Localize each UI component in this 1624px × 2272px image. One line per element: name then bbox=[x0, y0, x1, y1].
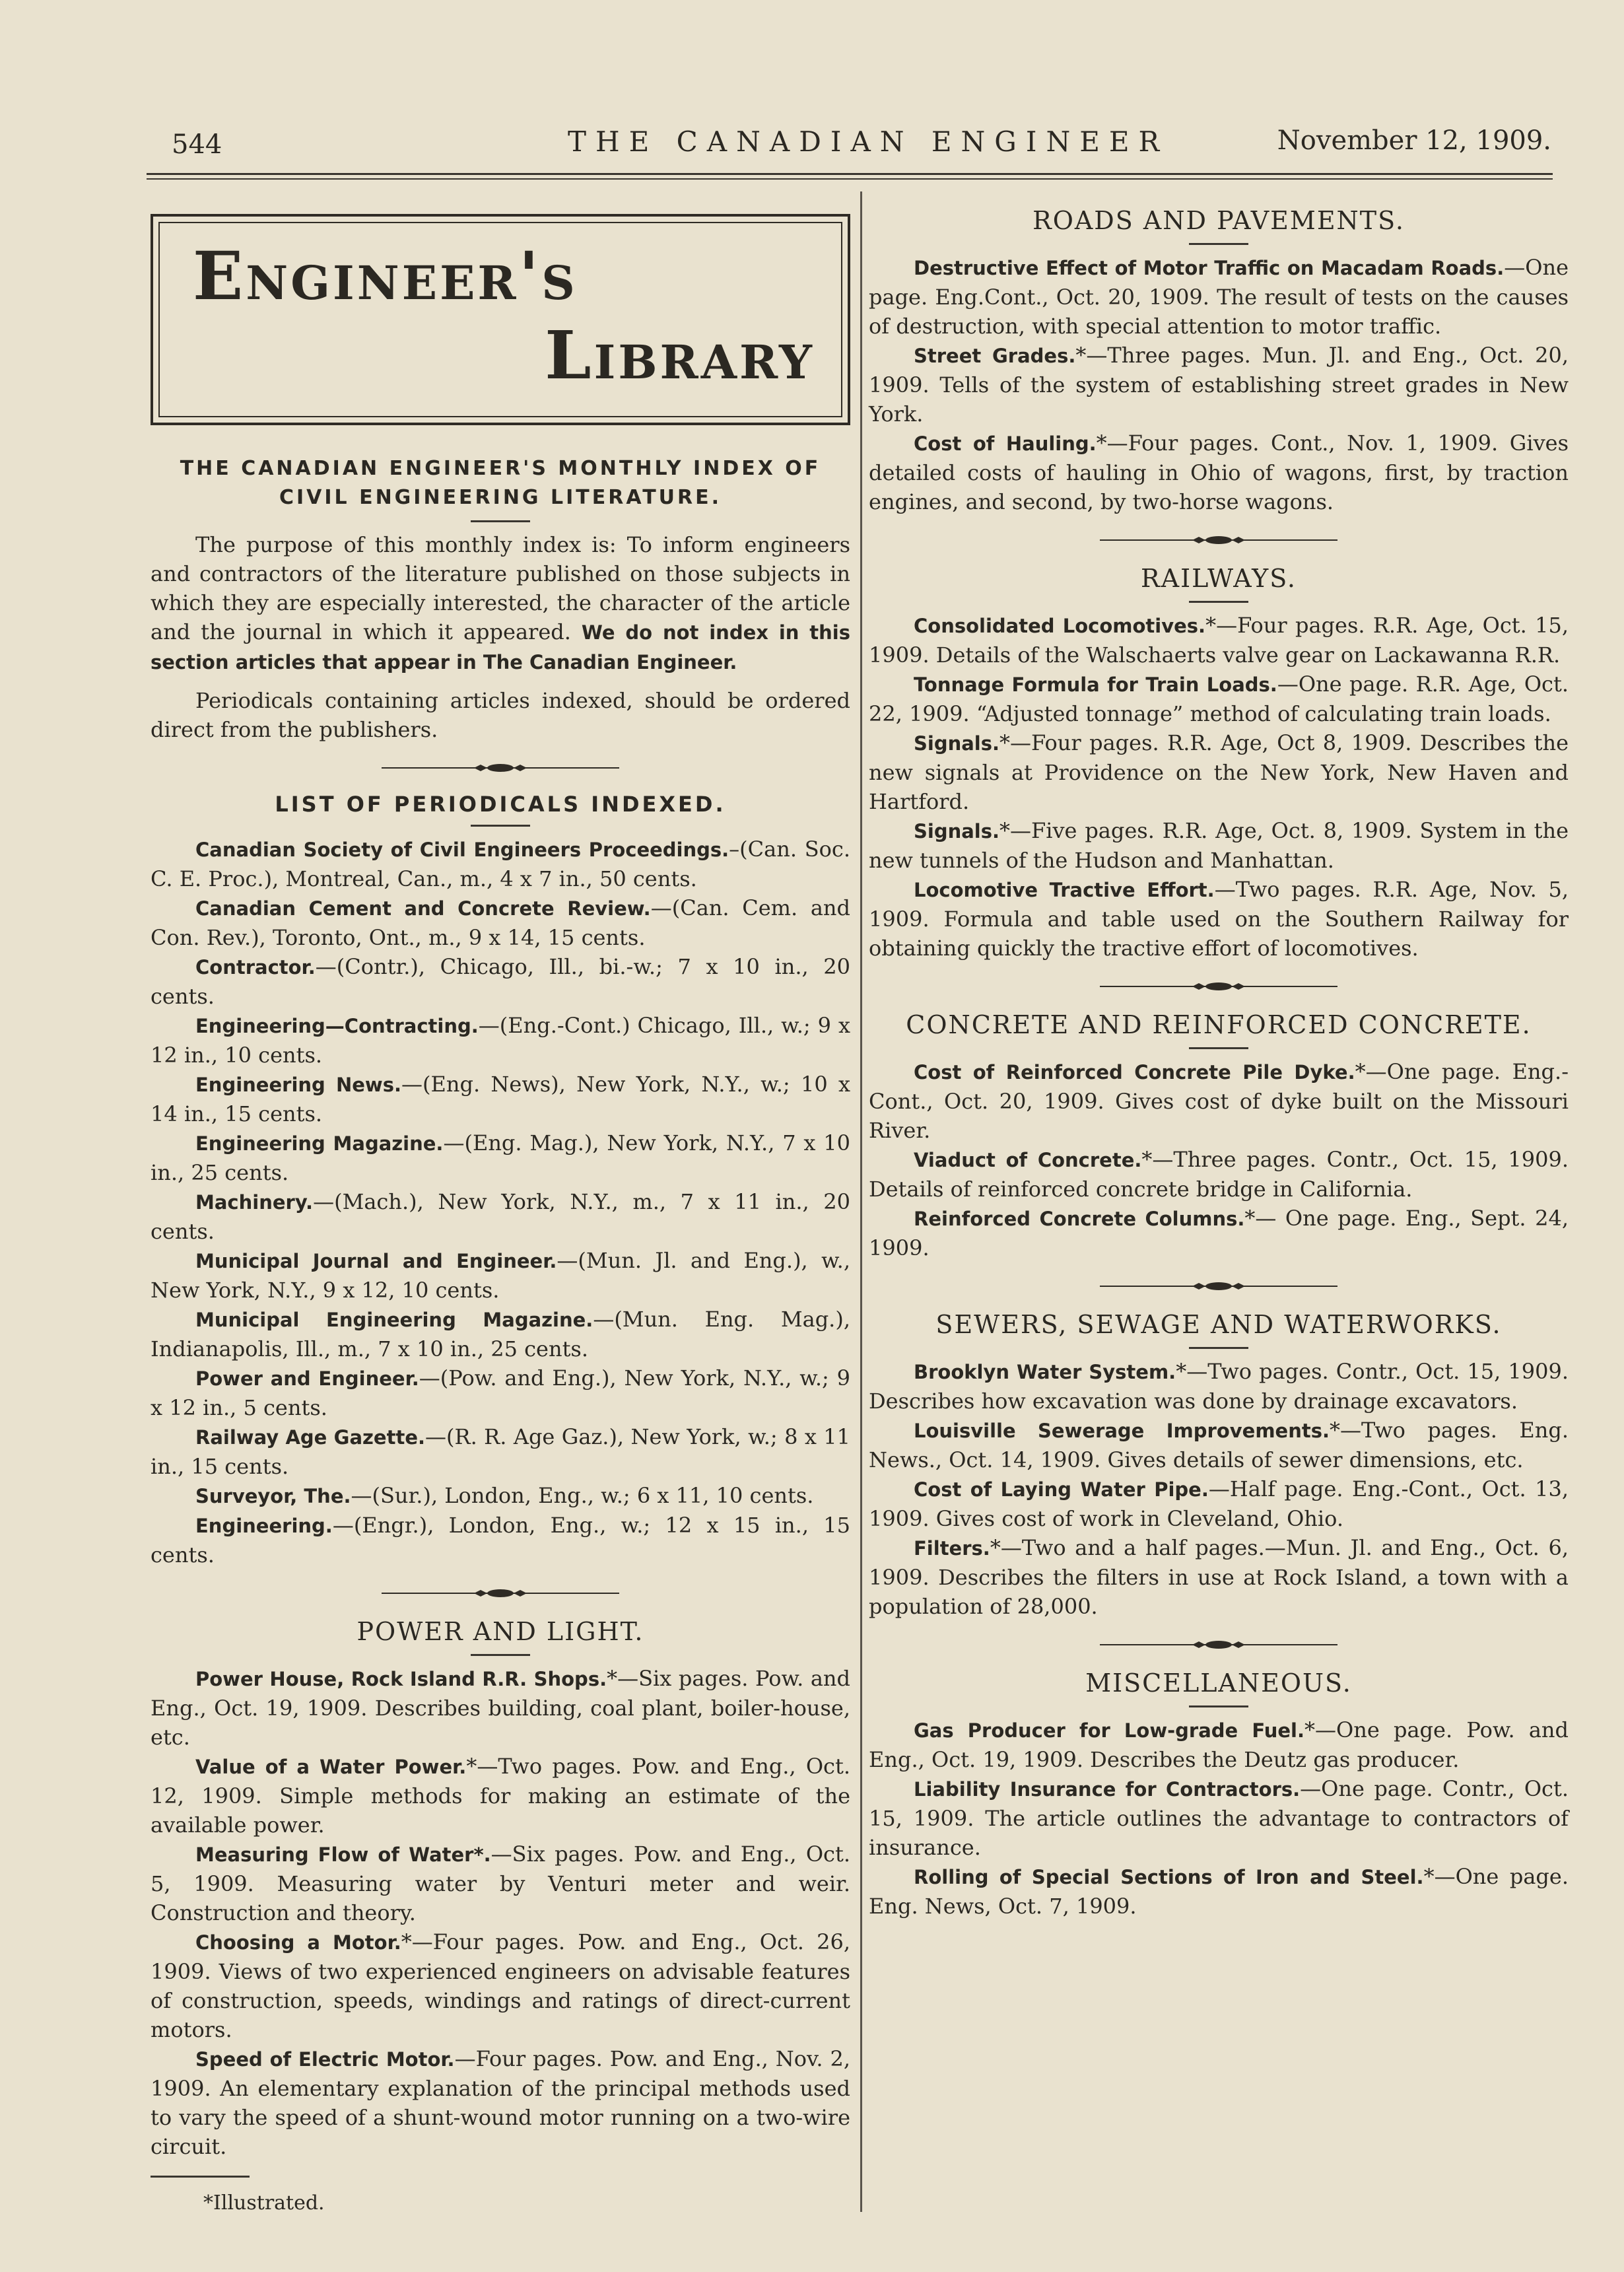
entry-title: Tonnage Formula for Train Loads. bbox=[914, 673, 1277, 696]
index-entry bbox=[151, 1187, 850, 1246]
entry-title: Locomotive Tractive Effort. bbox=[914, 879, 1215, 901]
library-title-line2: Library bbox=[545, 316, 815, 394]
section-heading-power: POWER AND LIGHT. bbox=[356, 1617, 644, 1646]
page-number: 544 bbox=[172, 129, 222, 160]
index-entry bbox=[869, 728, 1569, 816]
entry-details: —(Engr.), London, Eng., w.; 12 x 15 in., 15 cents. bbox=[151, 1513, 850, 1567]
entry-details: —Four pages. Pow. and Eng., Nov. 2, 1909. An elementary explanation of the principal methods used to vary the speed of a shunt-wound motor running on a two-wire circuit. bbox=[151, 2046, 850, 2159]
index-title-line1: THE CANADIAN ENGINEER'S MONTHLY INDEX OF bbox=[180, 457, 821, 480]
entry-details: —(Can. Cem. and Con. Rev.), Toronto, Ont., m., 9 x 14, 15 cents. bbox=[151, 895, 851, 950]
entry-title: Reinforced Concrete Columns. bbox=[914, 1208, 1245, 1230]
entry-title: Signals. bbox=[914, 820, 1000, 843]
entry-details: —(Sur.), London, Eng., w.; 6 x 11, 10 cents. bbox=[351, 1483, 814, 1508]
ornament-divider bbox=[1100, 1641, 1337, 1649]
entry-details: *—Two pages. Eng. News., Oct. 14, 1909. Gives details of sewer dimensions, etc. bbox=[869, 1418, 1569, 1472]
entry-details: —One page. Contr., Oct. 15, 1909. The article outlines the advantage to contractors of insurance. bbox=[869, 1776, 1569, 1860]
sewers-entries bbox=[869, 1357, 1569, 1621]
entry-details: *—Two pages. Pow. and Eng., Oct. 12, 1909. Simple methods for making an estimate of the available power. bbox=[151, 1754, 851, 1838]
entry-details: —(Eng. News), New York, N.Y., w.; 10 x 14 in., 15 cents. bbox=[151, 1072, 851, 1126]
entry-details: —(Eng. Mag.), New York, N.Y., 7 x 10 in., 25 cents. bbox=[151, 1130, 851, 1185]
entry-title: Rolling of Special Sections of Iron and Steel. bbox=[914, 1866, 1424, 1888]
section-heading-concrete: CONCRETE AND REINFORCED CONCRETE. bbox=[906, 1010, 1532, 1039]
entry-details: —Half page. Eng.-Cont., Oct. 13, 1909. Gives cost of work in Cleveland, Ohio. bbox=[869, 1476, 1569, 1531]
index-entry bbox=[869, 1057, 1569, 1145]
entry-details: —(R. R. Age Gaz.), New York, w.; 8 x 11 in., 15 cents. bbox=[151, 1424, 851, 1479]
power-entries bbox=[151, 1664, 850, 2161]
concrete-entries bbox=[869, 1057, 1569, 1262]
entry-details: *—Four pages. R.R. Age, Oct 8, 1909. Describes the new signals at Providence on the New York, New Haven and Hartford. bbox=[869, 730, 1569, 814]
entry-details: *—One page. Pow. and Eng., Oct. 19, 1909. Describes the Deutz gas producer. bbox=[869, 1717, 1569, 1772]
section-heading-railways: RAILWAYS. bbox=[1141, 564, 1297, 593]
index-entry bbox=[151, 1070, 850, 1128]
index-entry bbox=[869, 875, 1569, 963]
entry-title: Street Grades. bbox=[914, 345, 1076, 367]
misc-entries bbox=[869, 1715, 1569, 1921]
entry-title: Cost of Hauling. bbox=[914, 432, 1097, 455]
index-entry bbox=[151, 835, 850, 893]
entry-title: Engineering Magazine. bbox=[195, 1132, 444, 1155]
index-entry bbox=[151, 1481, 850, 1511]
entry-title: Engineering—Contracting. bbox=[195, 1015, 479, 1037]
index-entry bbox=[151, 893, 850, 952]
index-entry bbox=[151, 1305, 850, 1363]
index-entry bbox=[869, 611, 1569, 670]
section-heading-sewers: SEWERS, SEWAGE AND WATERWORKS. bbox=[935, 1310, 1502, 1339]
index-entry bbox=[151, 1927, 850, 2044]
entry-title: Power House, Rock Island R.R. Shops. bbox=[195, 1668, 607, 1690]
index-entry bbox=[151, 1511, 850, 1569]
periodicals-heading: LIST OF PERIODICALS INDEXED. bbox=[275, 792, 726, 817]
library-title-line1: Engineer's bbox=[193, 237, 578, 315]
entry-title: Engineering News. bbox=[195, 1074, 401, 1096]
index-entry bbox=[869, 1533, 1569, 1621]
intro-paragraph bbox=[151, 530, 850, 677]
entry-details: —(Mach.), New York, N.Y., m., 7 x 11 in., 20 cents. bbox=[151, 1189, 850, 1244]
index-title-line2: CIVIL ENGINEERING LITERATURE. bbox=[279, 486, 722, 509]
column-divider bbox=[860, 191, 862, 2212]
index-entry bbox=[151, 952, 850, 1011]
index-entry bbox=[869, 429, 1569, 516]
section-heading-misc: MISCELLANEOUS. bbox=[1085, 1669, 1352, 1698]
short-rule bbox=[471, 1654, 530, 1656]
entry-title: Surveyor, The. bbox=[195, 1485, 351, 1507]
entry-details: *—One page. Eng. News, Oct. 7, 1909. bbox=[869, 1864, 1569, 1919]
entry-title: Choosing a Motor. bbox=[195, 1931, 401, 1954]
index-entry bbox=[869, 1145, 1569, 1204]
index-entry bbox=[869, 816, 1569, 875]
entry-title: Municipal Journal and Engineer. bbox=[195, 1250, 557, 1272]
entry-title: Canadian Cement and Concrete Review. bbox=[195, 897, 651, 920]
entry-title: Cost of Laying Water Pipe. bbox=[914, 1478, 1209, 1501]
entry-title: Louisville Sewerage Improvements. bbox=[914, 1420, 1330, 1442]
entry-title: Liability Insurance for Contractors. bbox=[914, 1778, 1301, 1801]
entry-title: Gas Producer for Low-grade Fuel. bbox=[914, 1719, 1304, 1742]
index-entry bbox=[151, 1011, 850, 1070]
entry-title: Measuring Flow of Water*. bbox=[195, 1843, 491, 1866]
index-entry bbox=[869, 1416, 1569, 1474]
entry-title: Railway Age Gazette. bbox=[195, 1426, 426, 1449]
entry-details: *—One page. Eng.-Cont., Oct. 20, 1909. Gives cost of dyke built on the Missouri River. bbox=[869, 1059, 1569, 1143]
entry-details: *—Two pages. Contr., Oct. 15, 1909. Describes how excavation was done by drainage excavators. bbox=[869, 1359, 1569, 1414]
right-column bbox=[869, 198, 1569, 1921]
index-entry bbox=[151, 2044, 850, 2161]
entry-title: Consolidated Locomotives. bbox=[914, 615, 1206, 637]
journal-title: THE CANADIAN ENGINEER bbox=[568, 125, 1169, 158]
entry-details: –(Can. Soc. C. E. Proc.), Montreal, Can., m., 4 x 7 in., 50 cents. bbox=[151, 837, 850, 891]
roads-entries bbox=[869, 253, 1569, 516]
short-rule bbox=[1189, 1047, 1248, 1049]
entry-title: Filters. bbox=[914, 1537, 990, 1560]
entry-title: Canadian Society of Civil Engineers Proceedings. bbox=[195, 839, 729, 861]
short-rule bbox=[1189, 601, 1248, 603]
index-entry bbox=[151, 1246, 850, 1305]
footnote: *Illustrated. bbox=[151, 2191, 850, 2215]
index-entry bbox=[869, 1715, 1569, 1774]
index-entry bbox=[151, 1363, 850, 1422]
entry-title: Speed of Electric Motor. bbox=[195, 2048, 455, 2071]
ornament-divider bbox=[1100, 1282, 1337, 1290]
entry-title: Municipal Engineering Magazine. bbox=[195, 1309, 593, 1331]
entry-details: —Two pages. R.R. Age, Nov. 5, 1909. Formula and table used on the Southern Railway for obtaining quickly the tractive effort of locomotives. bbox=[869, 877, 1569, 961]
index-entry bbox=[869, 341, 1569, 429]
index-entry bbox=[869, 1774, 1569, 1862]
index-title bbox=[151, 454, 850, 512]
index-entry bbox=[869, 1474, 1569, 1533]
ornament-divider bbox=[382, 764, 619, 772]
entry-title: Signals. bbox=[914, 732, 1000, 755]
entry-details: *— One page. Eng., Sept. 24, 1909. bbox=[869, 1206, 1569, 1260]
index-entry bbox=[151, 1840, 850, 1927]
ornament-divider bbox=[1100, 536, 1337, 544]
entry-title: Destructive Effect of Motor Traffic on Macadam Roads. bbox=[914, 257, 1505, 279]
entry-details: *—Three pages. Mun. Jl. and Eng., Oct. 20, 1909. Tells of the system of establishing street grades in New York. bbox=[869, 343, 1569, 427]
short-rule bbox=[471, 825, 530, 827]
entry-details: *—Three pages. Contr., Oct. 15, 1909. Details of reinforced concrete bridge in California. bbox=[869, 1147, 1569, 1202]
ordering-note: Periodicals containing articles indexed, should be ordered direct from the publishers. bbox=[151, 688, 850, 742]
index-entry bbox=[151, 1128, 850, 1187]
intro-text: The purpose of this monthly index is: To inform engineers and contractors of the literature published on those subjects in which they are especially interested, the character of the article and the journal in which it appeared. bbox=[151, 532, 850, 644]
entry-details: —One page. R.R. Age, Oct. 22, 1909. “Adjusted tonnage” method of calculating train loads. bbox=[869, 671, 1569, 726]
entry-title: Cost of Reinforced Concrete Pile Dyke. bbox=[914, 1061, 1355, 1084]
short-rule bbox=[1189, 1705, 1248, 1707]
short-rule bbox=[1189, 1347, 1248, 1349]
entry-details: *—Four pages. Cont., Nov. 1, 1909. Gives detailed costs of hauling in Ohio of wagons, first, by traction engines, and second, by two-horse wagons. bbox=[869, 430, 1569, 514]
railways-entries bbox=[869, 611, 1569, 963]
short-rule bbox=[471, 520, 530, 522]
entry-details: *—Six pages. Pow. and Eng., Oct. 19, 1909. Describes building, coal plant, boiler-house, etc. bbox=[151, 1666, 851, 1750]
index-entry bbox=[869, 670, 1569, 728]
entry-details: —(Mun. Eng. Mag.), Indianapolis, Ill., m., 7 x 10 in., 25 cents. bbox=[151, 1307, 851, 1361]
entry-details: —(Pow. and Eng.), New York, N.Y., w.; 9 x 12 in., 5 cents. bbox=[151, 1365, 850, 1420]
library-title-box bbox=[151, 214, 850, 425]
short-rule bbox=[1189, 243, 1248, 245]
ornament-divider bbox=[382, 1589, 619, 1597]
section-heading-roads: ROADS AND PAVEMENTS. bbox=[1032, 206, 1405, 235]
periodicals-list bbox=[151, 835, 850, 1569]
entry-details: *—Four pages. R.R. Age, Oct. 15, 1909. Details of the Walschaerts valve gear on Lackawanna R.R. bbox=[869, 613, 1569, 668]
entry-details: —(Contr.), Chicago, Ill., bi.-w.; 7 x 10 in., 20 cents. bbox=[151, 954, 850, 1009]
entry-title: Viaduct of Concrete. bbox=[914, 1149, 1142, 1171]
index-entry bbox=[151, 1664, 850, 1752]
index-entry bbox=[869, 253, 1569, 341]
entry-title: Power and Engineer. bbox=[195, 1367, 419, 1390]
entry-details: —One page. Eng.Cont., Oct. 20, 1909. The result of tests on the causes of destruction, with special attention to motor traffic. bbox=[869, 255, 1569, 339]
entry-title: Brooklyn Water System. bbox=[914, 1361, 1176, 1383]
entry-details: —(Eng.-Cont.) Chicago, Ill., w.; 9 x 12 in., 10 cents. bbox=[151, 1013, 850, 1068]
entry-title: Engineering. bbox=[195, 1515, 333, 1537]
entry-details: —Six pages. Pow. and Eng., Oct. 5, 1909. Measuring water by Venturi meter and weir. Construction and theory. bbox=[151, 1842, 851, 1925]
entry-title: Machinery. bbox=[195, 1191, 314, 1214]
issue-date: November 12, 1909. bbox=[1277, 125, 1551, 156]
running-header bbox=[172, 125, 1551, 165]
entry-details: —(Mun. Jl. and Eng.), w., New York, N.Y., 9 x 12, 10 cents. bbox=[151, 1248, 851, 1303]
index-entry bbox=[869, 1204, 1569, 1262]
index-entry bbox=[869, 1862, 1569, 1921]
index-entry bbox=[151, 1422, 850, 1481]
index-entry bbox=[151, 1752, 850, 1840]
entry-details: *—Five pages. R.R. Age, Oct. 8, 1909. System in the new tunnels of the Hudson and Manhattan. bbox=[869, 818, 1569, 873]
left-column bbox=[151, 198, 850, 2215]
entry-details: *—Four pages. Pow. and Eng., Oct. 26, 1909. Views of two experienced engineers on advisable features of construction, speeds, windings and ratings of direct-current motors. bbox=[151, 1929, 850, 2042]
entry-details: *—Two and a half pages.—Mun. Jl. and Eng., Oct. 6, 1909. Describes the filters in use at Rock Island, a town with a population of 28,000. bbox=[869, 1535, 1569, 1619]
header-rule-thin bbox=[147, 178, 1553, 180]
header-rule bbox=[147, 173, 1553, 175]
intro-bold: We do not index in this section articles that appear in The Canadian Engineer. bbox=[151, 621, 851, 673]
index-entry bbox=[869, 1357, 1569, 1416]
ornament-divider bbox=[1100, 982, 1337, 990]
entry-title: Value of a Water Power. bbox=[195, 1756, 467, 1778]
entry-title: Contractor. bbox=[195, 956, 316, 979]
